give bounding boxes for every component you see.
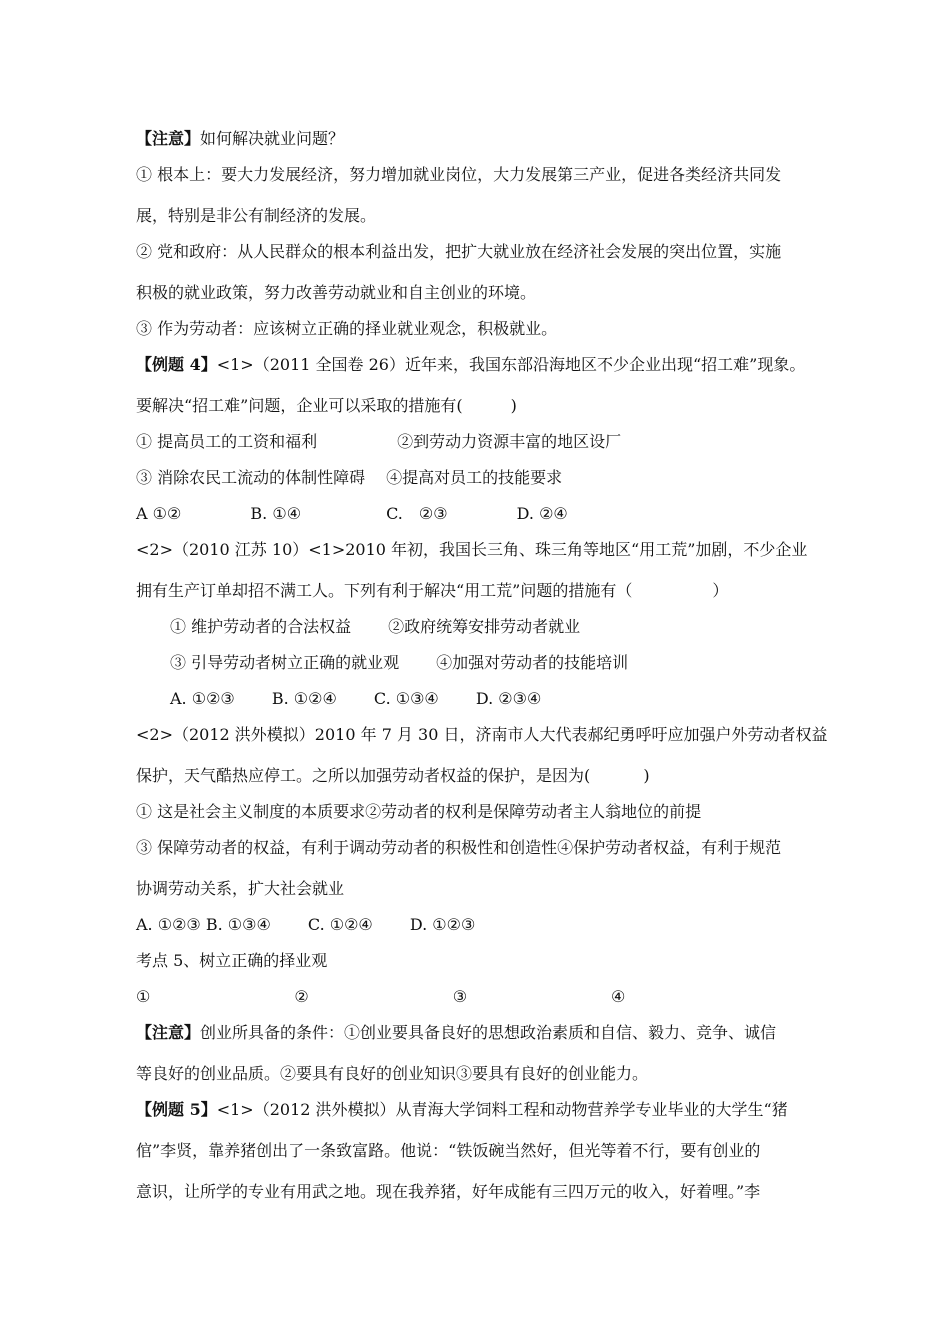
paragraph-line: 积极的就业政策，努力改善劳动就业和自主创业的环境。 bbox=[136, 283, 537, 302]
answer-choices: A. ①②③ B. ①②④ C. ①③④ D. ②③④ bbox=[170, 689, 542, 708]
example-4-heading bbox=[136, 354, 805, 376]
answer-choices: A ①② B. ①④ C. ②③ D. ②④ bbox=[136, 504, 568, 523]
example-text: <1>（2011 全国卷 26）近年来，我国东部沿海地区不少企业出现“招工难”现象。 bbox=[216, 355, 806, 374]
note-heading bbox=[136, 128, 344, 150]
section-heading: 考点 5、树立正确的择业观 bbox=[136, 951, 328, 970]
question-line: <2>（2012 洪外模拟）2010 年 7 月 30 日，济南市人大代表郝纪勇呼吁应加强户外劳动者权益 bbox=[136, 725, 828, 744]
note-text: 创业所具备的条件：①创业要具备良好的思想政治素质和自信、毅力、竞争、诚信 bbox=[200, 1023, 777, 1042]
note-tag: 【注意】 bbox=[136, 1023, 201, 1042]
example-5-heading bbox=[136, 1099, 788, 1121]
paragraph-line: 倌”李贤，靠养猪创出了一条致富路。他说：“铁饭碗当然好，但光等着不行，要有创业的 bbox=[136, 1141, 761, 1160]
example-text: <1>（2012 洪外模拟）从青海大学饲料工程和动物营养学专业毕业的大学生“猪 bbox=[216, 1100, 788, 1119]
paragraph-line: ③ 作为劳动者：应该树立正确的择业就业观念，积极就业。 bbox=[136, 319, 558, 338]
paragraph-line: ② 党和政府：从人民群众的根本利益出发，把扩大就业放在经济社会发展的突出位置，实施 bbox=[136, 242, 782, 261]
blank-items: ① ② ③ ④ bbox=[136, 987, 626, 1006]
example-tag: 【例题 4】 bbox=[136, 355, 217, 374]
option-line: ③ 消除农民工流动的体制性障碍 ④提高对员工的技能要求 bbox=[136, 468, 563, 487]
option-line: 协调劳动关系，扩大社会就业 bbox=[136, 879, 345, 898]
option-line: ③ 保障劳动者的权益，有利于调动劳动者的积极性和创造性④保护劳动者权益，有利于规范 bbox=[136, 838, 782, 857]
paragraph-line: 意识，让所学的专业有用武之地。现在我养猪，好年成能有三四万元的收入，好着哩。”李 bbox=[136, 1182, 761, 1201]
note-tag: 【注意】 bbox=[136, 129, 201, 148]
example-tag: 【例题 5】 bbox=[136, 1100, 217, 1119]
question-line: <2>（2010 江苏 10）<1>2010 年初，我国长三角、珠三角等地区“用工荒”加剧，不少企业 bbox=[136, 540, 808, 559]
question-line: 要解决“招工难”问题，企业可以采取的措施有( ) bbox=[136, 396, 517, 415]
paragraph-line: ① 根本上：要大力发展经济，努力增加就业岗位，大力发展第三产业，促进各类经济共同发 bbox=[136, 165, 782, 184]
option-line: ③ 引导劳动者树立正确的就业观 ④加强对劳动者的技能培训 bbox=[170, 653, 629, 672]
question-line: 拥有生产订单却招不满工人。下列有利于解决“用工荒”问题的措施有（ ） bbox=[136, 581, 729, 600]
paragraph-line: 展，特别是非公有制经济的发展。 bbox=[136, 206, 377, 225]
note-text: 如何解决就业问题？ bbox=[200, 129, 345, 148]
option-line: ① 提高员工的工资和福利 ②到劳动力资源丰富的地区设厂 bbox=[136, 432, 622, 451]
question-line: 保护，天气酷热应停工。之所以加强劳动者权益的保护，是因为( ) bbox=[136, 766, 650, 785]
option-line: ① 维护劳动者的合法权益 ②政府统筹安排劳动者就业 bbox=[170, 617, 581, 636]
option-line: ① 这是社会主义制度的本质要求②劳动者的权利是保障劳动者主人翁地位的前提 bbox=[136, 802, 702, 821]
paragraph-line: 等良好的创业品质。②要具有良好的创业知识③要具有良好的创业能力。 bbox=[136, 1064, 649, 1083]
answer-choices: A. ①②③ B. ①③④ C. ①②④ D. ①②③ bbox=[136, 915, 476, 934]
note-heading bbox=[136, 1022, 776, 1044]
